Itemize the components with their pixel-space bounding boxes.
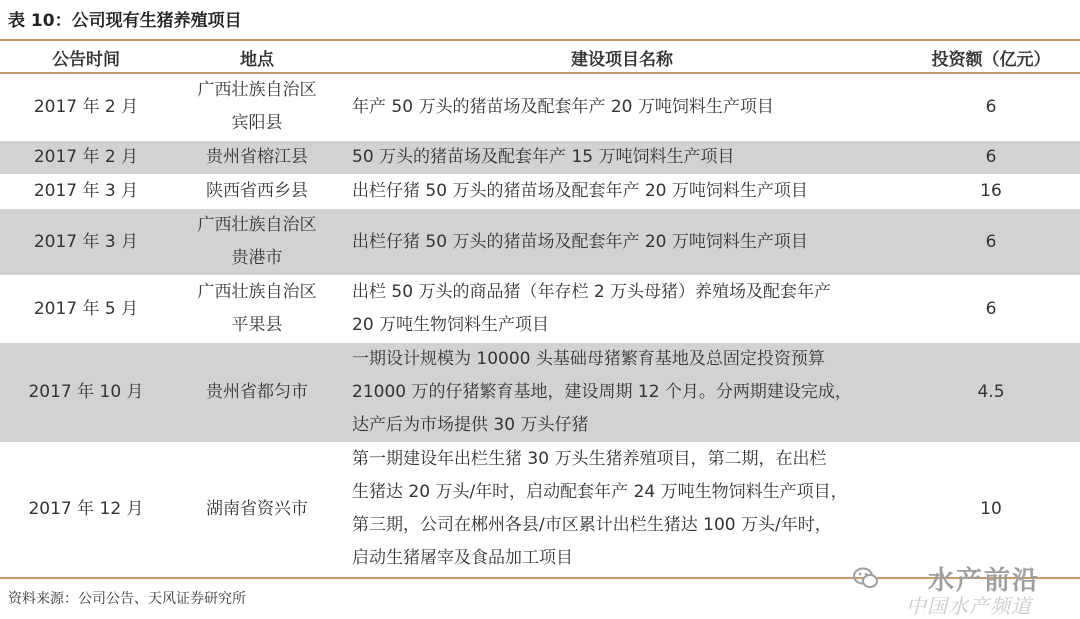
table-row bbox=[0, 73, 1080, 141]
project-line: 达产后为市场提供 30 万头仔猪 bbox=[352, 415, 589, 435]
investment-cell: 4.5 bbox=[902, 343, 1080, 443]
project-cell bbox=[342, 175, 902, 209]
place-line: 广西壮族自治区 bbox=[197, 282, 317, 302]
project-line: 50 万头的猪苗场及配套年产 15 万吨饲料生产项目 bbox=[352, 147, 735, 167]
investment-cell: 6 bbox=[985, 96, 997, 117]
table-row bbox=[0, 175, 1080, 209]
investment-cell: 6 bbox=[985, 298, 997, 319]
project-line: 20 万吨生物饲料生产项目 bbox=[352, 315, 550, 335]
table-body bbox=[0, 73, 1080, 576]
place-line: 广西壮族自治区 bbox=[197, 215, 317, 235]
place-line: 宾阳县 bbox=[231, 113, 283, 133]
place-line: 贵州省榕江县 bbox=[206, 147, 308, 167]
project-line: 一期设计规模为 10000 头基础母猪繁育基地及总固定投资预算 bbox=[352, 349, 825, 369]
date-cell: 2017 年 5 月 bbox=[33, 298, 139, 319]
place-line: 平果县 bbox=[231, 315, 283, 335]
header-date: 公告时间 bbox=[52, 49, 120, 70]
table-title: 表 10：公司现有生猪养殖项目 bbox=[8, 11, 242, 31]
watermark-main: 水产前沿 bbox=[927, 566, 1040, 596]
project-line: 出栏仔猪 50 万头的猪苗场及配套年产 20 万吨饲料生产项目 bbox=[352, 181, 808, 201]
date-cell: 2017 年 3 月 bbox=[0, 209, 172, 276]
project-line: 出栏仔猪 50 万头的猪苗场及配套年产 20 万吨饲料生产项目 bbox=[352, 231, 808, 252]
table-row bbox=[0, 276, 1080, 343]
date-cell: 2017 年 12 月 bbox=[28, 498, 144, 519]
header-place: 地点 bbox=[240, 49, 274, 70]
place-line: 贵州省都匀市 bbox=[206, 382, 308, 402]
place-cell bbox=[172, 343, 342, 443]
table-row bbox=[0, 141, 1080, 175]
place-cell bbox=[172, 276, 342, 343]
project-cell bbox=[342, 276, 902, 343]
table-row bbox=[0, 343, 1080, 443]
project-cell bbox=[342, 443, 902, 576]
date-cell: 2017 年 3 月 bbox=[33, 181, 139, 201]
table-row bbox=[0, 209, 1080, 276]
projects-table bbox=[0, 42, 1080, 576]
project-line: 生猪达 20 万头/年时，启动配套年产 24 万吨生物饲料生产项目， bbox=[352, 482, 848, 502]
place-cell bbox=[172, 175, 342, 209]
investment-cell: 6 bbox=[902, 141, 1080, 175]
header-project: 建设项目名称 bbox=[571, 49, 673, 70]
source-note: 资料来源：公司公告、天风证券研究所 bbox=[8, 591, 246, 607]
investment-cell: 16 bbox=[980, 181, 1002, 201]
project-line: 第三期，公司在郴州各县/市区累计出栏生猪达 100 万头/年时， bbox=[352, 515, 832, 535]
project-cell bbox=[342, 209, 902, 276]
place-line: 湖南省资兴市 bbox=[206, 498, 308, 519]
project-line: 启动生猪屠宰及食品加工项目 bbox=[352, 548, 573, 568]
place-line: 陕西省西乡县 bbox=[206, 181, 308, 201]
header-investment: 投资额（亿元） bbox=[931, 49, 1051, 70]
place-line: 广西壮族自治区 bbox=[197, 80, 317, 100]
top-rule bbox=[0, 39, 1080, 41]
wechat-icon bbox=[852, 564, 880, 592]
watermark bbox=[852, 560, 1062, 618]
investment-cell: 6 bbox=[902, 209, 1080, 276]
project-line: 21000 万的仔猪繁育基地，建设周期 12 个月。分两期建设完成， bbox=[352, 382, 852, 402]
project-line: 年产 50 万头的猪苗场及配套年产 20 万吨饲料生产项目 bbox=[352, 96, 774, 117]
watermark-sub: 中国水产频道 bbox=[906, 594, 1032, 618]
project-cell bbox=[342, 141, 902, 175]
project-line: 出栏 50 万头的商品猪（年存栏 2 万头母猪）养殖场及配套年产 bbox=[352, 282, 832, 302]
header-row bbox=[0, 42, 1080, 73]
project-line: 第一期建设年出栏生猪 30 万头生猪养殖项目，第二期，在出栏 bbox=[352, 449, 827, 469]
place-cell bbox=[172, 209, 342, 276]
table-row bbox=[0, 443, 1080, 576]
date-cell: 2017 年 2 月 bbox=[0, 141, 172, 175]
place-cell bbox=[172, 141, 342, 175]
place-cell bbox=[172, 73, 342, 141]
date-cell: 2017 年 2 月 bbox=[33, 96, 139, 117]
place-cell bbox=[172, 443, 342, 576]
project-cell bbox=[342, 343, 902, 443]
place-line: 贵港市 bbox=[231, 248, 283, 268]
project-cell bbox=[342, 73, 902, 141]
investment-cell: 10 bbox=[980, 498, 1002, 519]
date-cell: 2017 年 10 月 bbox=[0, 343, 172, 443]
